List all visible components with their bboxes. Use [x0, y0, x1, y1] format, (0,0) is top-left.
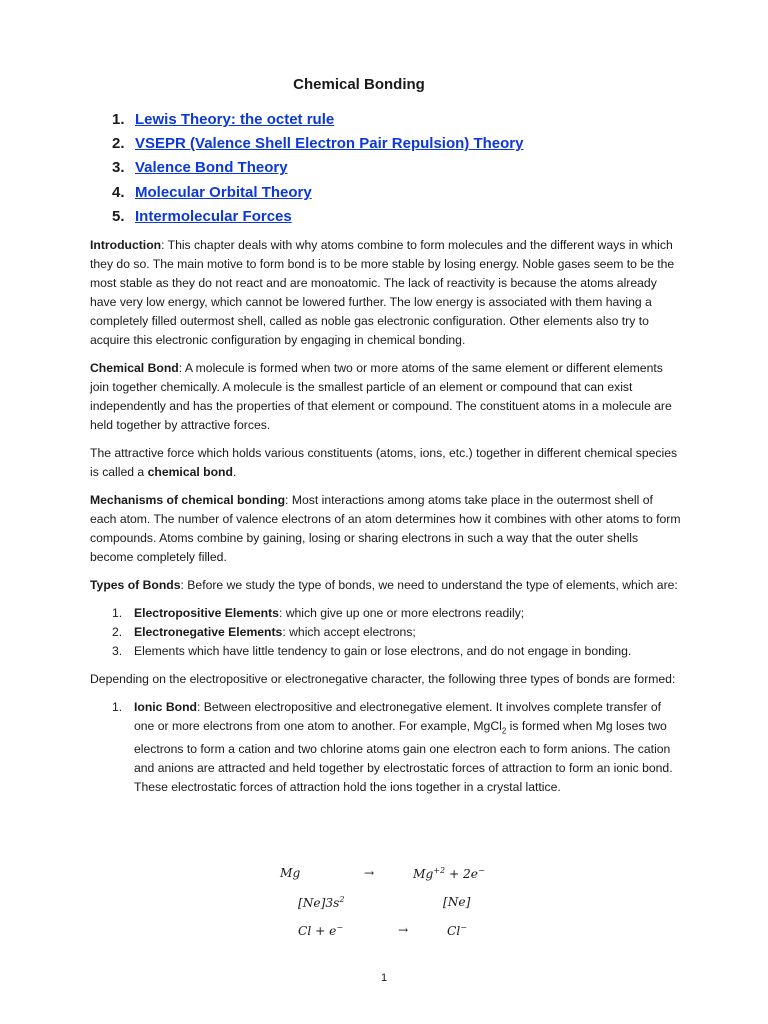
toc-link-intermolecular-forces[interactable]: Intermolecular Forces	[135, 207, 292, 225]
toc-number: 2.	[112, 135, 125, 153]
list-number: 1.	[112, 606, 123, 620]
arrow-icon: →	[398, 923, 409, 937]
eq-text: + 2e	[445, 867, 479, 882]
attractive-end: .	[232, 465, 237, 479]
mechanisms-paragraph	[90, 491, 682, 567]
list-text: : which give up one or more electrons readily;	[278, 606, 525, 620]
intro-paragraph	[90, 236, 682, 350]
toc-link-valence-bond-theory[interactable]: Valence Bond Theory	[135, 159, 288, 177]
list-term: Electronegative Elements	[134, 625, 283, 639]
attractive-term: chemical bond	[147, 465, 233, 479]
eq-row2-left	[298, 895, 345, 910]
chemical-bond-paragraph	[90, 359, 682, 435]
toc-number: 4.	[112, 183, 125, 201]
eq-row3-left	[298, 923, 343, 938]
list-number: 1.	[112, 700, 123, 714]
mechanisms-term: Mechanisms of chemical bonding	[90, 493, 286, 507]
arrow-icon: →	[364, 866, 375, 880]
body-content	[90, 236, 682, 806]
attractive-text: The attractive force which holds various constituents (atoms, ions, etc.) together in different chemical species is called a	[90, 446, 678, 479]
eq-text: [Ne]3s	[298, 896, 340, 911]
list-item	[90, 642, 682, 661]
eq-row1-arrow	[364, 866, 374, 880]
table-of-contents	[112, 108, 523, 229]
eq-row3-arrow	[398, 923, 408, 937]
eq-row3-right	[447, 923, 467, 938]
ionic-bond-term: Ionic Bond	[134, 700, 197, 714]
bond-types-list	[90, 698, 682, 797]
list-item	[90, 698, 682, 797]
toc-item	[112, 132, 523, 156]
eq-row2-right	[443, 895, 470, 909]
superscript: +2	[433, 866, 446, 875]
eq-text: Cl + e	[298, 924, 337, 939]
toc-number: 5.	[112, 207, 125, 225]
mechanisms-text: : Most interactions among atoms take place in the outermost shell of each atom. The number of valence electrons of an atom determines how it combines with other atoms to form compounds. Atoms combine by gaining, losing or sharing electrons in such a way that the outer shells become completely filled.	[90, 493, 681, 564]
intro-term: Introduction	[90, 238, 162, 252]
attractive-force-paragraph	[90, 444, 682, 482]
subscript: 2	[501, 726, 507, 736]
types-paragraph	[90, 576, 682, 595]
toc-link-lewis-theory[interactable]: Lewis Theory: the octet rule	[135, 111, 335, 128]
superscript: −	[336, 923, 344, 932]
list-text: : which accept electrons;	[282, 625, 416, 639]
list-text: Elements which have little tendency to gain or lose electrons, and do not engage in bonding.	[134, 644, 632, 658]
list-number: 3.	[112, 644, 123, 658]
toc-link-molecular-orbital-theory[interactable]: Molecular Orbital Theory	[135, 183, 312, 201]
types-term: Types of Bonds	[90, 578, 181, 592]
eq-text: [Ne]	[443, 895, 471, 909]
list-term: Electropositive Elements	[134, 606, 279, 620]
page-number: 1	[380, 972, 388, 984]
element-types-list	[90, 604, 682, 661]
list-item	[90, 604, 682, 623]
page-title: Chemical Bonding	[293, 76, 425, 93]
superscript: −	[460, 923, 467, 932]
eq-row1-right	[413, 866, 485, 881]
types-text: : Before we study the type of bonds, we need to understand the type of elements, which are:	[180, 578, 678, 592]
eq-text: Cl	[447, 924, 461, 939]
superscript: −	[478, 866, 485, 875]
chemical-bond-term: Chemical Bond	[90, 361, 179, 375]
eq-row1-left	[280, 866, 300, 880]
toc-item	[112, 205, 523, 229]
depending-paragraph: Depending on the electropositive or electronegative character, the following three types of bonds are formed:	[90, 672, 676, 686]
toc-number: 3.	[112, 159, 125, 177]
toc-number: 1.	[112, 111, 125, 128]
intro-text: : This chapter deals with why atoms combine to form molecules and the different ways in which they do so. The main motive to form bond is to be more stable by losing energy. Noble gases seem to be the most stable as they do not react and are monoatomic. The lack of reactivity is because the atoms already have very low energy, which cannot be lowered further. The low energy is associated with them having a completely filled outermost shell, called as noble gas electronic configuration. Other elements also try to acquire this electronic configuration by engaging in chemical bonding.	[90, 238, 675, 347]
toc-item	[112, 181, 523, 205]
toc-item	[112, 108, 523, 132]
toc-item	[112, 156, 523, 180]
toc-link-vsepr-theory[interactable]: VSEPR (Valence Shell Electron Pair Repulsion) Theory	[135, 135, 524, 153]
list-number: 2.	[112, 625, 123, 639]
chemical-bond-text: : A molecule is formed when two or more atoms of the same element or different elements join together chemically. A molecule is the smallest particle of an element or compound that can exist independently and has the properties of that element or compound. The constituent atoms in a molecule are held together by attractive forces.	[90, 361, 672, 432]
ionic-text-a: : Between electropositive and electronegative element. It involves complete transfer of one or more electrons from one atom to another. For example, MgCl	[134, 700, 662, 733]
eq-text: Mg	[413, 867, 434, 882]
superscript: 2	[339, 895, 345, 904]
list-item	[90, 623, 682, 642]
ionic-text-b: is formed when Mg loses two electrons to form a cation and two chlorine atoms gain one electron each to form anions. The cation and anions are attracted and held together by electrostatic forces of attraction to form an ionic bond. These electrostatic forces of attraction hold the ions together in a crystal lattice.	[134, 719, 673, 795]
eq-text: Mg	[280, 866, 301, 880]
